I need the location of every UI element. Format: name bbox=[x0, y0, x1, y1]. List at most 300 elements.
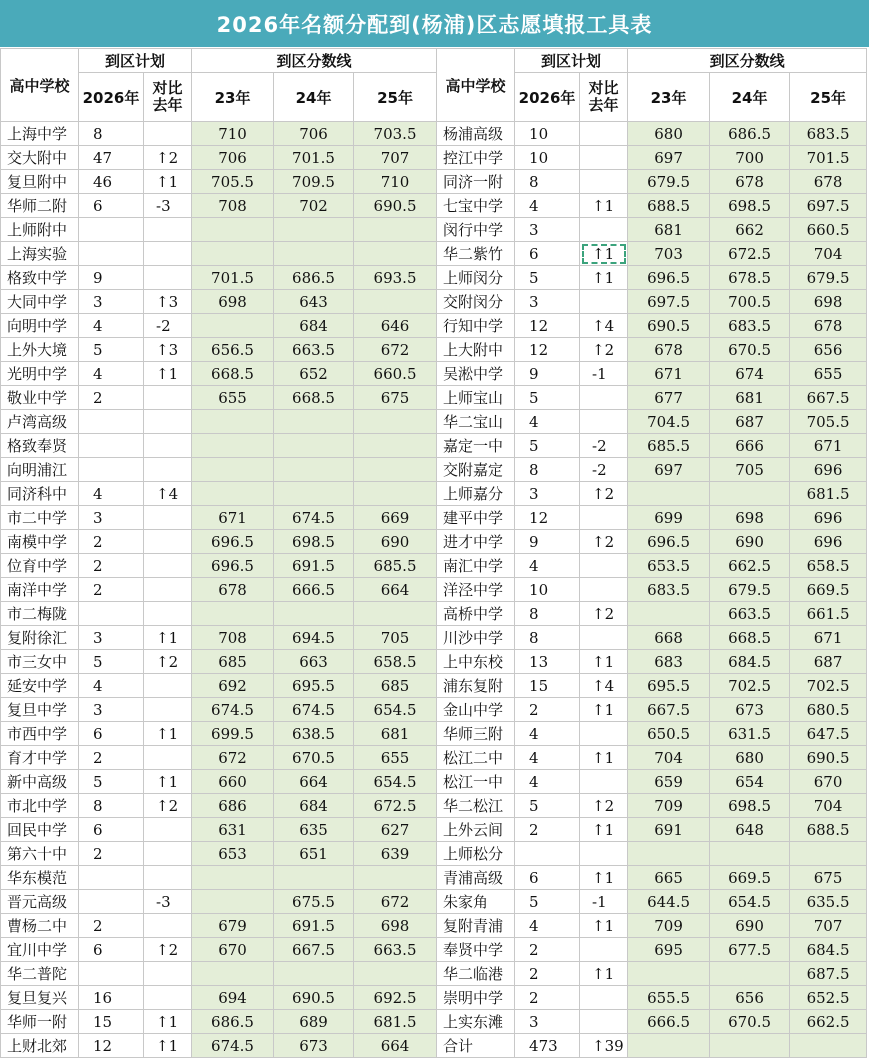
right-score-23-cell[interactable]: 677 bbox=[628, 386, 710, 410]
left-score-24-cell[interactable] bbox=[274, 434, 354, 458]
right-score-24-cell[interactable]: 679.5 bbox=[710, 578, 790, 602]
right-quota-2026-cell[interactable]: 4 bbox=[515, 410, 580, 434]
right-school-name-cell[interactable]: 交附嘉定 bbox=[437, 458, 515, 482]
right-score-24-cell[interactable] bbox=[710, 842, 790, 866]
right-score-24-cell[interactable]: 663.5 bbox=[710, 602, 790, 626]
right-score-25-cell[interactable]: 678 bbox=[790, 314, 867, 338]
left-score-23-cell[interactable]: 701.5 bbox=[192, 266, 274, 290]
right-score-24-cell[interactable]: 705 bbox=[710, 458, 790, 482]
right-change-vs-last-year-cell[interactable]: ↑1 bbox=[580, 266, 628, 290]
right-school-name-cell[interactable]: 同济一附 bbox=[437, 170, 515, 194]
right-score-24-cell[interactable]: 648 bbox=[710, 818, 790, 842]
right-school-name-cell[interactable]: 川沙中学 bbox=[437, 626, 515, 650]
right-score-24-cell[interactable]: 654.5 bbox=[710, 890, 790, 914]
right-quota-2026-cell[interactable]: 5 bbox=[515, 434, 580, 458]
right-quota-2026-cell[interactable]: 8 bbox=[515, 602, 580, 626]
left-school-name-cell[interactable]: 光明中学 bbox=[1, 362, 79, 386]
right-change-vs-last-year-cell[interactable]: ↑2 bbox=[580, 482, 628, 506]
right-score-25-cell[interactable]: 660.5 bbox=[790, 218, 867, 242]
left-quota-2026-cell[interactable]: 2 bbox=[79, 842, 144, 866]
left-change-vs-last-year-cell[interactable] bbox=[144, 218, 192, 242]
left-score-23-cell[interactable]: 670 bbox=[192, 938, 274, 962]
right-quota-2026-cell[interactable]: 10 bbox=[515, 146, 580, 170]
right-score-23-cell[interactable]: 688.5 bbox=[628, 194, 710, 218]
right-score-25-cell[interactable]: 684.5 bbox=[790, 938, 867, 962]
right-change-vs-last-year-cell[interactable]: ↑1 bbox=[580, 698, 628, 722]
left-school-name-cell[interactable]: 回民中学 bbox=[1, 818, 79, 842]
right-score-25-cell[interactable]: 671 bbox=[790, 434, 867, 458]
right-score-24-cell[interactable]: 698.5 bbox=[710, 194, 790, 218]
left-quota-2026-cell[interactable]: 8 bbox=[79, 122, 144, 146]
left-quota-2026-cell[interactable]: 16 bbox=[79, 986, 144, 1010]
right-quota-2026-cell[interactable]: 8 bbox=[515, 458, 580, 482]
right-score-24-cell[interactable]: 666 bbox=[710, 434, 790, 458]
left-score-24-cell[interactable]: 691.5 bbox=[274, 554, 354, 578]
right-score-25-cell[interactable]: 669.5 bbox=[790, 578, 867, 602]
left-score-25-cell[interactable]: 664 bbox=[354, 1034, 437, 1058]
left-score-25-cell[interactable] bbox=[354, 602, 437, 626]
left-school-name-cell[interactable]: 延安中学 bbox=[1, 674, 79, 698]
right-score-23-cell[interactable] bbox=[628, 482, 710, 506]
right-score-25-cell[interactable]: 687.5 bbox=[790, 962, 867, 986]
left-score-24-cell[interactable]: 694.5 bbox=[274, 626, 354, 650]
right-change-vs-last-year-cell[interactable]: ↑4 bbox=[580, 314, 628, 338]
right-change-vs-last-year-cell[interactable] bbox=[580, 170, 628, 194]
left-score-25-cell[interactable]: 658.5 bbox=[354, 650, 437, 674]
right-change-vs-last-year-cell[interactable] bbox=[580, 506, 628, 530]
left-change-vs-last-year-cell[interactable] bbox=[144, 554, 192, 578]
right-change-vs-last-year-cell[interactable]: ↑2 bbox=[580, 338, 628, 362]
left-school-name-cell[interactable]: 复旦中学 bbox=[1, 698, 79, 722]
right-score-23-cell[interactable]: 681 bbox=[628, 218, 710, 242]
left-score-23-cell[interactable] bbox=[192, 218, 274, 242]
left-change-vs-last-year-cell[interactable] bbox=[144, 458, 192, 482]
right-score-23-cell[interactable]: 665 bbox=[628, 866, 710, 890]
left-change-vs-last-year-cell[interactable]: ↑1 bbox=[144, 722, 192, 746]
right-score-23-cell[interactable]: 650.5 bbox=[628, 722, 710, 746]
left-school-name-cell[interactable]: 育才中学 bbox=[1, 746, 79, 770]
left-quota-2026-cell[interactable] bbox=[79, 218, 144, 242]
left-score-24-cell[interactable]: 702 bbox=[274, 194, 354, 218]
left-score-24-cell[interactable] bbox=[274, 458, 354, 482]
left-score-25-cell[interactable]: 681.5 bbox=[354, 1010, 437, 1034]
right-score-25-cell[interactable]: 696 bbox=[790, 506, 867, 530]
left-score-24-cell[interactable]: 695.5 bbox=[274, 674, 354, 698]
right-score-24-cell[interactable] bbox=[710, 482, 790, 506]
left-quota-2026-cell[interactable] bbox=[79, 890, 144, 914]
left-score-25-cell[interactable]: 690 bbox=[354, 530, 437, 554]
right-score-23-cell[interactable]: 696.5 bbox=[628, 266, 710, 290]
right-change-vs-last-year-cell[interactable]: ↑1 bbox=[580, 866, 628, 890]
left-score-25-cell[interactable]: 692.5 bbox=[354, 986, 437, 1010]
left-score-24-cell[interactable]: 638.5 bbox=[274, 722, 354, 746]
right-score-24-cell[interactable]: 669.5 bbox=[710, 866, 790, 890]
left-score-24-cell[interactable]: 698.5 bbox=[274, 530, 354, 554]
right-score-23-cell[interactable]: 699 bbox=[628, 506, 710, 530]
left-school-name-cell[interactable]: 市三女中 bbox=[1, 650, 79, 674]
left-school-name-cell[interactable]: 卢湾高级 bbox=[1, 410, 79, 434]
left-score-24-cell[interactable]: 664 bbox=[274, 770, 354, 794]
left-score-25-cell[interactable] bbox=[354, 290, 437, 314]
right-school-name-cell[interactable]: 吴淞中学 bbox=[437, 362, 515, 386]
left-change-vs-last-year-cell[interactable] bbox=[144, 674, 192, 698]
right-quota-2026-cell[interactable]: 3 bbox=[515, 1010, 580, 1034]
right-score-24-cell[interactable]: 674 bbox=[710, 362, 790, 386]
left-score-23-cell[interactable]: 653 bbox=[192, 842, 274, 866]
left-quota-2026-cell[interactable]: 5 bbox=[79, 338, 144, 362]
left-quota-2026-cell[interactable] bbox=[79, 434, 144, 458]
right-school-name-cell[interactable]: 南汇中学 bbox=[437, 554, 515, 578]
right-quota-2026-cell[interactable]: 12 bbox=[515, 314, 580, 338]
right-score-25-cell[interactable]: 683.5 bbox=[790, 122, 867, 146]
left-score-25-cell[interactable]: 654.5 bbox=[354, 770, 437, 794]
right-school-name-cell[interactable]: 上师松分 bbox=[437, 842, 515, 866]
left-change-vs-last-year-cell[interactable]: ↑3 bbox=[144, 290, 192, 314]
right-score-23-cell[interactable]: 697 bbox=[628, 146, 710, 170]
right-change-vs-last-year-cell[interactable]: -1 bbox=[580, 890, 628, 914]
left-score-25-cell[interactable]: 654.5 bbox=[354, 698, 437, 722]
right-school-name-cell[interactable]: 崇明中学 bbox=[437, 986, 515, 1010]
left-change-vs-last-year-cell[interactable] bbox=[144, 962, 192, 986]
right-score-23-cell[interactable]: 709 bbox=[628, 794, 710, 818]
left-score-24-cell[interactable] bbox=[274, 482, 354, 506]
left-score-24-cell[interactable]: 689 bbox=[274, 1010, 354, 1034]
left-change-vs-last-year-cell[interactable]: ↑1 bbox=[144, 1010, 192, 1034]
right-quota-2026-cell[interactable]: 5 bbox=[515, 890, 580, 914]
right-score-23-cell[interactable]: 668 bbox=[628, 626, 710, 650]
right-change-vs-last-year-cell[interactable] bbox=[580, 626, 628, 650]
left-score-23-cell[interactable] bbox=[192, 602, 274, 626]
right-school-name-cell[interactable]: 控江中学 bbox=[437, 146, 515, 170]
left-change-vs-last-year-cell[interactable] bbox=[144, 602, 192, 626]
left-quota-2026-cell[interactable]: 8 bbox=[79, 794, 144, 818]
right-school-name-cell[interactable]: 华二松江 bbox=[437, 794, 515, 818]
right-score-24-cell[interactable]: 662.5 bbox=[710, 554, 790, 578]
left-quota-2026-cell[interactable]: 9 bbox=[79, 266, 144, 290]
left-score-24-cell[interactable]: 673 bbox=[274, 1034, 354, 1058]
left-score-23-cell[interactable] bbox=[192, 410, 274, 434]
left-quota-2026-cell[interactable] bbox=[79, 242, 144, 266]
left-school-name-cell[interactable]: 华东模范 bbox=[1, 866, 79, 890]
right-change-vs-last-year-cell[interactable] bbox=[580, 938, 628, 962]
right-school-name-cell[interactable]: 洋泾中学 bbox=[437, 578, 515, 602]
left-score-23-cell[interactable]: 686.5 bbox=[192, 1010, 274, 1034]
right-score-23-cell[interactable]: 683.5 bbox=[628, 578, 710, 602]
left-score-24-cell[interactable]: 701.5 bbox=[274, 146, 354, 170]
right-quota-2026-cell[interactable]: 8 bbox=[515, 170, 580, 194]
right-school-name-cell[interactable]: 嘉定一中 bbox=[437, 434, 515, 458]
right-score-23-cell[interactable]: 644.5 bbox=[628, 890, 710, 914]
left-quota-2026-cell[interactable]: 4 bbox=[79, 314, 144, 338]
left-score-23-cell[interactable]: 699.5 bbox=[192, 722, 274, 746]
right-quota-2026-cell[interactable]: 2 bbox=[515, 698, 580, 722]
left-score-25-cell[interactable] bbox=[354, 410, 437, 434]
right-quota-2026-cell[interactable]: 4 bbox=[515, 770, 580, 794]
right-change-vs-last-year-cell[interactable]: ↑1 bbox=[580, 818, 628, 842]
right-school-name-cell[interactable]: 合计 bbox=[437, 1034, 515, 1058]
left-change-vs-last-year-cell[interactable] bbox=[144, 506, 192, 530]
right-quota-2026-cell[interactable]: 12 bbox=[515, 506, 580, 530]
left-quota-2026-cell[interactable] bbox=[79, 962, 144, 986]
left-score-24-cell[interactable]: 709.5 bbox=[274, 170, 354, 194]
right-score-25-cell[interactable]: 667.5 bbox=[790, 386, 867, 410]
left-school-name-cell[interactable]: 格致奉贤 bbox=[1, 434, 79, 458]
right-score-23-cell[interactable]: 695.5 bbox=[628, 674, 710, 698]
right-score-25-cell[interactable]: 690.5 bbox=[790, 746, 867, 770]
left-quota-2026-cell[interactable]: 4 bbox=[79, 482, 144, 506]
right-score-24-cell[interactable]: 678.5 bbox=[710, 266, 790, 290]
left-school-name-cell[interactable]: 第六十中 bbox=[1, 842, 79, 866]
left-quota-2026-cell[interactable] bbox=[79, 866, 144, 890]
left-score-25-cell[interactable]: 672 bbox=[354, 338, 437, 362]
right-school-name-cell[interactable]: 华二宝山 bbox=[437, 410, 515, 434]
left-score-23-cell[interactable] bbox=[192, 482, 274, 506]
right-score-24-cell[interactable]: 670.5 bbox=[710, 1010, 790, 1034]
right-change-vs-last-year-cell[interactable] bbox=[580, 722, 628, 746]
right-school-name-cell[interactable]: 松江二中 bbox=[437, 746, 515, 770]
right-score-23-cell[interactable] bbox=[628, 1034, 710, 1058]
right-quota-2026-cell[interactable] bbox=[515, 842, 580, 866]
right-school-name-cell[interactable]: 上师嘉分 bbox=[437, 482, 515, 506]
left-change-vs-last-year-cell[interactable]: ↑2 bbox=[144, 794, 192, 818]
right-quota-2026-cell[interactable]: 6 bbox=[515, 242, 580, 266]
left-quota-2026-cell[interactable]: 3 bbox=[79, 626, 144, 650]
left-score-23-cell[interactable]: 674.5 bbox=[192, 1034, 274, 1058]
right-change-vs-last-year-cell[interactable] bbox=[580, 578, 628, 602]
right-score-25-cell[interactable]: 704 bbox=[790, 242, 867, 266]
right-score-25-cell[interactable]: 655 bbox=[790, 362, 867, 386]
left-school-name-cell[interactable]: 同济科中 bbox=[1, 482, 79, 506]
left-score-24-cell[interactable]: 663 bbox=[274, 650, 354, 674]
left-change-vs-last-year-cell[interactable] bbox=[144, 578, 192, 602]
left-change-vs-last-year-cell[interactable] bbox=[144, 242, 192, 266]
right-score-25-cell[interactable]: 656 bbox=[790, 338, 867, 362]
left-score-23-cell[interactable] bbox=[192, 458, 274, 482]
left-score-24-cell[interactable]: 651 bbox=[274, 842, 354, 866]
left-score-24-cell[interactable] bbox=[274, 410, 354, 434]
right-score-23-cell[interactable]: 680 bbox=[628, 122, 710, 146]
right-score-23-cell[interactable]: 690.5 bbox=[628, 314, 710, 338]
left-change-vs-last-year-cell[interactable] bbox=[144, 122, 192, 146]
left-score-25-cell[interactable]: 646 bbox=[354, 314, 437, 338]
left-score-24-cell[interactable]: 652 bbox=[274, 362, 354, 386]
right-school-name-cell[interactable]: 进才中学 bbox=[437, 530, 515, 554]
left-score-25-cell[interactable]: 690.5 bbox=[354, 194, 437, 218]
right-score-24-cell[interactable]: 662 bbox=[710, 218, 790, 242]
left-score-25-cell[interactable]: 627 bbox=[354, 818, 437, 842]
left-quota-2026-cell[interactable]: 6 bbox=[79, 938, 144, 962]
right-score-24-cell[interactable]: 686.5 bbox=[710, 122, 790, 146]
right-school-name-cell[interactable]: 高桥中学 bbox=[437, 602, 515, 626]
right-score-23-cell[interactable]: 659 bbox=[628, 770, 710, 794]
left-change-vs-last-year-cell[interactable]: -2 bbox=[144, 314, 192, 338]
right-score-25-cell[interactable]: 679.5 bbox=[790, 266, 867, 290]
left-quota-2026-cell[interactable]: 15 bbox=[79, 1010, 144, 1034]
left-score-23-cell[interactable]: 708 bbox=[192, 194, 274, 218]
left-change-vs-last-year-cell[interactable]: ↑2 bbox=[144, 146, 192, 170]
right-quota-2026-cell[interactable]: 8 bbox=[515, 626, 580, 650]
right-score-23-cell[interactable] bbox=[628, 602, 710, 626]
left-quota-2026-cell[interactable]: 46 bbox=[79, 170, 144, 194]
left-score-23-cell[interactable]: 692 bbox=[192, 674, 274, 698]
left-change-vs-last-year-cell[interactable] bbox=[144, 698, 192, 722]
right-school-name-cell[interactable]: 上中东校 bbox=[437, 650, 515, 674]
left-quota-2026-cell[interactable]: 2 bbox=[79, 746, 144, 770]
left-score-23-cell[interactable]: 671 bbox=[192, 506, 274, 530]
left-score-24-cell[interactable]: 691.5 bbox=[274, 914, 354, 938]
right-school-name-cell[interactable]: 上外云间 bbox=[437, 818, 515, 842]
left-change-vs-last-year-cell[interactable]: -3 bbox=[144, 890, 192, 914]
right-school-name-cell[interactable]: 奉贤中学 bbox=[437, 938, 515, 962]
left-quota-2026-cell[interactable]: 5 bbox=[79, 650, 144, 674]
right-quota-2026-cell[interactable]: 10 bbox=[515, 578, 580, 602]
right-score-25-cell[interactable]: 704 bbox=[790, 794, 867, 818]
left-change-vs-last-year-cell[interactable] bbox=[144, 746, 192, 770]
right-score-25-cell[interactable]: 705.5 bbox=[790, 410, 867, 434]
left-score-25-cell[interactable]: 655 bbox=[354, 746, 437, 770]
right-score-25-cell[interactable]: 658.5 bbox=[790, 554, 867, 578]
right-score-23-cell[interactable]: 696.5 bbox=[628, 530, 710, 554]
right-score-25-cell[interactable]: 635.5 bbox=[790, 890, 867, 914]
left-score-25-cell[interactable]: 660.5 bbox=[354, 362, 437, 386]
right-quota-2026-cell[interactable]: 2 bbox=[515, 938, 580, 962]
left-score-24-cell[interactable]: 674.5 bbox=[274, 698, 354, 722]
left-score-23-cell[interactable]: 685 bbox=[192, 650, 274, 674]
left-score-25-cell[interactable]: 705 bbox=[354, 626, 437, 650]
right-change-vs-last-year-cell[interactable]: ↑2 bbox=[580, 530, 628, 554]
right-school-name-cell[interactable]: 杨浦高级 bbox=[437, 122, 515, 146]
right-score-25-cell[interactable]: 707 bbox=[790, 914, 867, 938]
right-quota-2026-cell[interactable]: 4 bbox=[515, 746, 580, 770]
right-quota-2026-cell[interactable]: 2 bbox=[515, 818, 580, 842]
right-school-name-cell[interactable]: 松江一中 bbox=[437, 770, 515, 794]
left-quota-2026-cell[interactable]: 3 bbox=[79, 698, 144, 722]
right-quota-2026-cell[interactable]: 5 bbox=[515, 266, 580, 290]
left-school-name-cell[interactable]: 晋元高级 bbox=[1, 890, 79, 914]
right-score-24-cell[interactable]: 681 bbox=[710, 386, 790, 410]
right-score-23-cell[interactable]: 695 bbox=[628, 938, 710, 962]
right-school-name-cell[interactable]: 七宝中学 bbox=[437, 194, 515, 218]
left-score-23-cell[interactable]: 678 bbox=[192, 578, 274, 602]
right-quota-2026-cell[interactable]: 15 bbox=[515, 674, 580, 698]
right-quota-2026-cell[interactable]: 3 bbox=[515, 290, 580, 314]
left-school-name-cell[interactable]: 向明中学 bbox=[1, 314, 79, 338]
right-score-24-cell[interactable] bbox=[710, 1034, 790, 1058]
right-school-name-cell[interactable]: 上大附中 bbox=[437, 338, 515, 362]
left-score-23-cell[interactable]: 710 bbox=[192, 122, 274, 146]
right-change-vs-last-year-cell[interactable]: ↑4 bbox=[580, 674, 628, 698]
right-quota-2026-cell[interactable]: 4 bbox=[515, 722, 580, 746]
right-school-name-cell[interactable]: 行知中学 bbox=[437, 314, 515, 338]
right-score-24-cell[interactable]: 683.5 bbox=[710, 314, 790, 338]
right-change-vs-last-year-cell[interactable] bbox=[580, 1010, 628, 1034]
right-change-vs-last-year-cell[interactable] bbox=[580, 554, 628, 578]
left-score-25-cell[interactable]: 675 bbox=[354, 386, 437, 410]
left-quota-2026-cell[interactable] bbox=[79, 458, 144, 482]
left-school-name-cell[interactable]: 南洋中学 bbox=[1, 578, 79, 602]
left-score-23-cell[interactable]: 708 bbox=[192, 626, 274, 650]
right-score-25-cell[interactable]: 696 bbox=[790, 530, 867, 554]
right-score-23-cell[interactable]: 685.5 bbox=[628, 434, 710, 458]
left-score-25-cell[interactable]: 693.5 bbox=[354, 266, 437, 290]
left-score-25-cell[interactable]: 669 bbox=[354, 506, 437, 530]
left-score-23-cell[interactable]: 694 bbox=[192, 986, 274, 1010]
left-quota-2026-cell[interactable]: 12 bbox=[79, 1034, 144, 1058]
left-school-name-cell[interactable]: 南模中学 bbox=[1, 530, 79, 554]
left-school-name-cell[interactable]: 华师一附 bbox=[1, 1010, 79, 1034]
right-school-name-cell[interactable]: 建平中学 bbox=[437, 506, 515, 530]
left-score-24-cell[interactable]: 667.5 bbox=[274, 938, 354, 962]
right-change-vs-last-year-cell[interactable]: ↑39 bbox=[580, 1034, 628, 1058]
left-change-vs-last-year-cell[interactable]: ↑3 bbox=[144, 338, 192, 362]
left-score-23-cell[interactable] bbox=[192, 314, 274, 338]
right-score-23-cell[interactable] bbox=[628, 962, 710, 986]
right-score-25-cell[interactable]: 688.5 bbox=[790, 818, 867, 842]
left-change-vs-last-year-cell[interactable] bbox=[144, 842, 192, 866]
right-change-vs-last-year-cell[interactable] bbox=[580, 146, 628, 170]
right-score-25-cell[interactable]: 697.5 bbox=[790, 194, 867, 218]
right-change-vs-last-year-cell[interactable]: ↑2 bbox=[580, 602, 628, 626]
left-score-24-cell[interactable]: 670.5 bbox=[274, 746, 354, 770]
right-quota-2026-cell[interactable]: 9 bbox=[515, 530, 580, 554]
right-score-24-cell[interactable]: 698.5 bbox=[710, 794, 790, 818]
left-quota-2026-cell[interactable]: 6 bbox=[79, 194, 144, 218]
right-score-23-cell[interactable]: 678 bbox=[628, 338, 710, 362]
left-score-25-cell[interactable] bbox=[354, 962, 437, 986]
right-score-24-cell[interactable]: 656 bbox=[710, 986, 790, 1010]
right-change-vs-last-year-cell[interactable] bbox=[580, 386, 628, 410]
right-score-25-cell[interactable]: 680.5 bbox=[790, 698, 867, 722]
left-school-name-cell[interactable]: 市二中学 bbox=[1, 506, 79, 530]
left-school-name-cell[interactable]: 曹杨二中 bbox=[1, 914, 79, 938]
left-quota-2026-cell[interactable]: 2 bbox=[79, 386, 144, 410]
right-score-25-cell[interactable]: 698 bbox=[790, 290, 867, 314]
right-change-vs-last-year-cell[interactable]: ↑2 bbox=[580, 794, 628, 818]
right-change-vs-last-year-cell[interactable] bbox=[580, 770, 628, 794]
right-score-24-cell[interactable] bbox=[710, 962, 790, 986]
right-change-vs-last-year-cell[interactable]: ↑1 bbox=[580, 242, 628, 266]
left-school-name-cell[interactable]: 上师附中 bbox=[1, 218, 79, 242]
right-school-name-cell[interactable]: 上师闵分 bbox=[437, 266, 515, 290]
left-quota-2026-cell[interactable]: 5 bbox=[79, 770, 144, 794]
left-score-23-cell[interactable]: 631 bbox=[192, 818, 274, 842]
right-school-name-cell[interactable]: 金山中学 bbox=[437, 698, 515, 722]
right-quota-2026-cell[interactable]: 9 bbox=[515, 362, 580, 386]
left-score-23-cell[interactable]: 686 bbox=[192, 794, 274, 818]
left-score-24-cell[interactable]: 674.5 bbox=[274, 506, 354, 530]
left-school-name-cell[interactable]: 市西中学 bbox=[1, 722, 79, 746]
left-school-name-cell[interactable]: 敬业中学 bbox=[1, 386, 79, 410]
left-score-25-cell[interactable] bbox=[354, 218, 437, 242]
right-score-23-cell[interactable]: 691 bbox=[628, 818, 710, 842]
left-score-24-cell[interactable]: 684 bbox=[274, 794, 354, 818]
left-school-name-cell[interactable]: 市北中学 bbox=[1, 794, 79, 818]
left-score-23-cell[interactable]: 668.5 bbox=[192, 362, 274, 386]
left-quota-2026-cell[interactable]: 47 bbox=[79, 146, 144, 170]
right-score-25-cell[interactable]: 678 bbox=[790, 170, 867, 194]
right-score-24-cell[interactable]: 654 bbox=[710, 770, 790, 794]
left-school-name-cell[interactable]: 格致中学 bbox=[1, 266, 79, 290]
right-school-name-cell[interactable]: 华师三附 bbox=[437, 722, 515, 746]
left-quota-2026-cell[interactable]: 2 bbox=[79, 554, 144, 578]
left-school-name-cell[interactable]: 上外大境 bbox=[1, 338, 79, 362]
right-score-25-cell[interactable]: 696 bbox=[790, 458, 867, 482]
right-school-name-cell[interactable]: 闵行中学 bbox=[437, 218, 515, 242]
left-score-25-cell[interactable] bbox=[354, 458, 437, 482]
right-score-23-cell[interactable]: 704 bbox=[628, 746, 710, 770]
left-score-23-cell[interactable] bbox=[192, 962, 274, 986]
right-quota-2026-cell[interactable]: 4 bbox=[515, 554, 580, 578]
